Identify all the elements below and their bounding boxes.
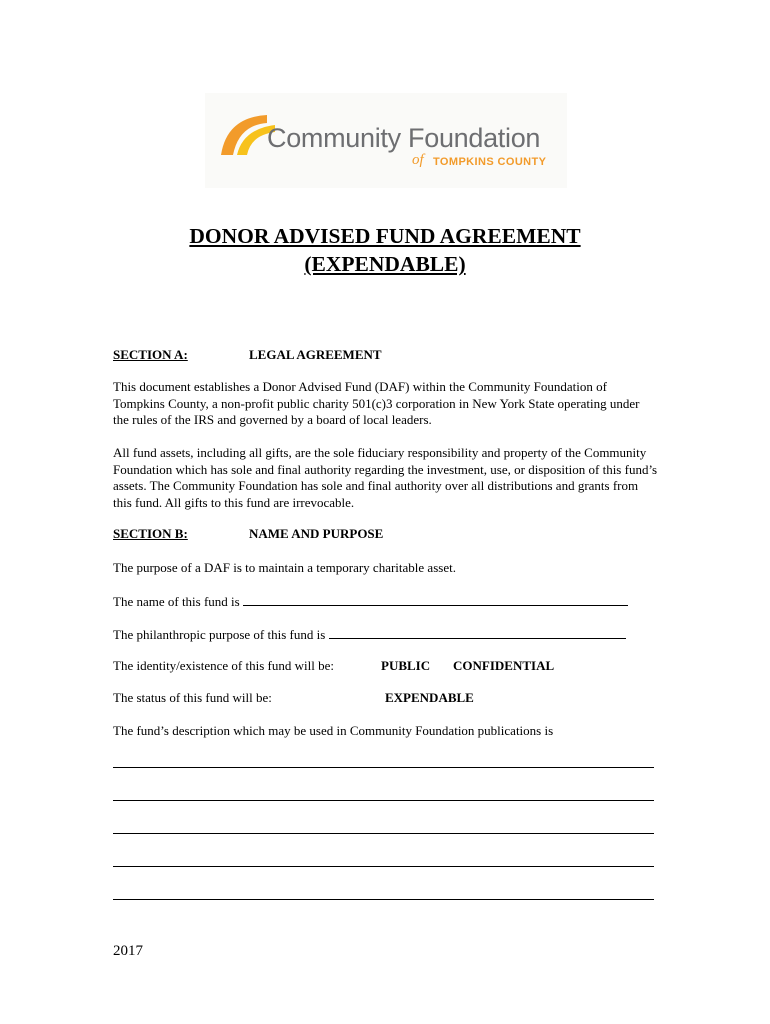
fund-name-field[interactable]: [243, 593, 628, 606]
philanthropic-purpose-row: [113, 626, 626, 643]
community-foundation-logo: [205, 93, 567, 188]
section-a-heading: LEGAL AGREEMENT: [249, 347, 382, 362]
footer-year: 2017: [113, 943, 143, 959]
description-line-3[interactable]: [113, 833, 654, 834]
description-line-2[interactable]: [113, 800, 654, 801]
description-line-5[interactable]: [113, 899, 654, 900]
status-value: EXPENDABLE: [385, 690, 474, 705]
section-b-label: SECTION B:: [113, 526, 188, 541]
philanthropic-purpose-field[interactable]: [329, 626, 626, 639]
document-subtitle: (EXPENDABLE): [304, 252, 466, 276]
description-line-1[interactable]: [113, 767, 654, 768]
document-title: DONOR ADVISED FUND AGREEMENT: [189, 224, 581, 248]
description-line-4[interactable]: [113, 866, 654, 867]
status-label: The status of this fund will be:: [113, 690, 272, 705]
identity-label: The identity/existence of this fund will be:: [113, 658, 334, 673]
identity-option-public[interactable]: PUBLIC: [381, 658, 431, 673]
fund-name-row: [113, 593, 628, 610]
philanthropic-purpose-label: The philanthropic purpose of this fund is: [113, 627, 326, 642]
section-a-label: SECTION A:: [113, 347, 188, 362]
section-b-heading: NAME AND PURPOSE: [249, 526, 384, 541]
section-a-paragraph-2: All fund assets, including all gifts, are the sole fiduciary responsibility and property of the Community Foundation which has sole and final authority regarding the investment, use, or disposition of this fund’s assets. The Community Foundation has sole and final authority over all distributions and grants from this fund. All gifts to this fund are irrevocable.: [113, 445, 658, 510]
purpose-statement: The purpose of a DAF is to maintain a temporary charitable asset.: [113, 560, 456, 575]
logo-name: Community Foundation: [267, 123, 541, 153]
description-label: The fund’s description which may be used in Community Foundation publications is: [113, 723, 554, 738]
section-a-paragraph-1: This document establishes a Donor Advised Fund (DAF) within the Community Foundation of Tompkins County, a non-profit public charity 501(c)3 corporation in New York State operating under the rules of the IRS and governed by a board of local leaders.: [113, 379, 640, 427]
logo-of: of: [412, 152, 424, 168]
fund-name-label: The name of this fund is: [113, 594, 240, 609]
identity-option-confidential[interactable]: CONFIDENTIAL: [453, 658, 555, 673]
logo-county: TOMPKINS COUNTY: [433, 156, 547, 168]
